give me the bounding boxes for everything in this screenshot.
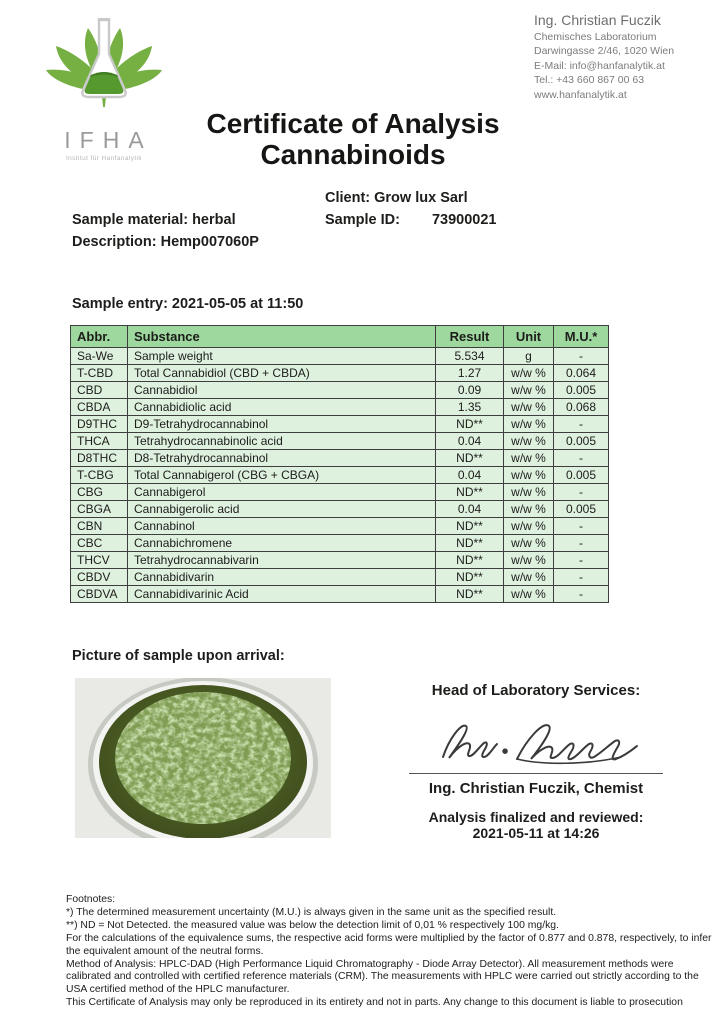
abbr-cell: CBGA bbox=[71, 501, 128, 518]
mu-cell: - bbox=[554, 552, 609, 569]
signature-heading: Head of Laboratory Services: bbox=[431, 682, 641, 699]
column-header: Abbr. bbox=[71, 326, 128, 348]
result-cell: ND** bbox=[436, 535, 504, 552]
mu-cell: - bbox=[554, 518, 609, 535]
unit-cell: w/w % bbox=[504, 518, 554, 535]
title-line1: Certificate of Analysis bbox=[206, 108, 500, 139]
table-row bbox=[71, 501, 609, 518]
mu-cell: 0.005 bbox=[554, 433, 609, 450]
substance-cell: Cannabidiol bbox=[128, 382, 436, 399]
abbr-cell: CBG bbox=[71, 484, 128, 501]
unit-cell: w/w % bbox=[504, 552, 554, 569]
contact-line: E-Mail: info@hanfanalytik.at bbox=[534, 59, 665, 72]
table-row bbox=[71, 484, 609, 501]
mu-cell: 0.064 bbox=[554, 365, 609, 382]
table-row bbox=[71, 569, 609, 586]
contact-line: Chemisches Laboratorium bbox=[534, 30, 657, 43]
sample-photo bbox=[75, 678, 331, 838]
contact-lines bbox=[534, 30, 716, 103]
signer-name: Ing. Christian Fuczik, Chemist bbox=[428, 780, 644, 797]
table-body bbox=[71, 348, 609, 603]
client-line: Client: Grow lux Sarl bbox=[325, 190, 468, 206]
abbr-cell: CBC bbox=[71, 535, 128, 552]
result-cell: 0.04 bbox=[436, 433, 504, 450]
unit-cell: w/w % bbox=[504, 535, 554, 552]
picture-label: Picture of sample upon arrival: bbox=[72, 648, 285, 664]
substance-cell: Cannabichromene bbox=[128, 535, 436, 552]
substance-cell: Total Cannabidiol (CBD + CBDA) bbox=[128, 365, 436, 382]
mu-cell: - bbox=[554, 535, 609, 552]
abbr-cell: THCA bbox=[71, 433, 128, 450]
sample-id-value: 73900021 bbox=[431, 212, 497, 228]
table-row bbox=[71, 433, 609, 450]
table-row bbox=[71, 552, 609, 569]
footnote-item: This Certificate of Analysis may only be reproduced in its entirety and not in parts. Any change to this document is liable to prosecution bbox=[66, 997, 683, 1009]
abbr-cell: D9THC bbox=[71, 416, 128, 433]
substance-cell: Total Cannabigerol (CBG + CBGA) bbox=[128, 467, 436, 484]
substance-cell: Cannabinol bbox=[128, 518, 436, 535]
substance-cell: Cannabigerol bbox=[128, 484, 436, 501]
footnote-item: Method of Analysis: HPLC-DAD (High Performance Liquid Chromatography - Diode Array Detector). All measurement methods were calibrated and controlled with certified reference materials (CRM). The measurements with HPLC were carried out strictly according to the USA certified method of the HPLC manufacturer. bbox=[66, 958, 699, 996]
table-row bbox=[71, 467, 609, 484]
abbr-cell: T-CBD bbox=[71, 365, 128, 382]
lab-contact-block bbox=[534, 13, 716, 102]
substance-cell: Tetrahydrocannabivarin bbox=[128, 552, 436, 569]
table-row bbox=[71, 450, 609, 467]
result-cell: ND** bbox=[436, 450, 504, 467]
column-header: Result bbox=[436, 326, 504, 348]
finalized-date: 2021-05-11 at 14:26 bbox=[472, 825, 600, 841]
mu-cell: - bbox=[554, 416, 609, 433]
logo-acronym: IFHA bbox=[64, 127, 153, 153]
unit-cell: w/w % bbox=[504, 399, 554, 416]
footnote-item: **) ND = Not Detected. the measured value was below the detection limit of 0,01 % respectively 100 mg/kg. bbox=[66, 919, 559, 931]
result-cell: 1.35 bbox=[436, 399, 504, 416]
sample-entry-line: Sample entry: 2021-05-05 at 11:50 bbox=[72, 296, 304, 312]
cannabis-leaf-flask-icon bbox=[41, 12, 167, 120]
substance-cell: Cannabigerolic acid bbox=[128, 501, 436, 518]
contact-name: Ing. Christian Fuczik bbox=[534, 12, 661, 28]
unit-cell: w/w % bbox=[504, 382, 554, 399]
mu-cell: 0.068 bbox=[554, 399, 609, 416]
result-cell: ND** bbox=[436, 518, 504, 535]
mu-cell: - bbox=[554, 569, 609, 586]
table-row bbox=[71, 399, 609, 416]
table-row bbox=[71, 518, 609, 535]
unit-cell: w/w % bbox=[504, 569, 554, 586]
mu-cell: 0.005 bbox=[554, 467, 609, 484]
substance-cell: Sample weight bbox=[128, 348, 436, 365]
footnotes-label: Footnotes: bbox=[66, 894, 116, 905]
substance-cell: D8-Tetrahydrocannabinol bbox=[128, 450, 436, 467]
table-row bbox=[71, 382, 609, 399]
abbr-cell: Sa-We bbox=[71, 348, 128, 365]
table-header-row bbox=[71, 326, 609, 348]
logo-subtitle: Institut für Hanfanalytik bbox=[65, 155, 143, 162]
unit-cell: w/w % bbox=[504, 416, 554, 433]
contact-line: Tel.: +43 660 867 00 63 bbox=[534, 74, 645, 86]
mu-cell: - bbox=[554, 586, 609, 603]
unit-cell: w/w % bbox=[504, 586, 554, 603]
column-header: M.U.* bbox=[554, 326, 609, 348]
result-cell: 0.04 bbox=[436, 467, 504, 484]
footnote-item: For the calculations of the equivalence sums, the respective acid forms were multiplied by the factor of 0.877 and 0.878, respectively, to infer the equivalent amount of the neutral forms. bbox=[66, 932, 712, 957]
result-cell: ND** bbox=[436, 484, 504, 501]
abbr-cell: CBN bbox=[71, 518, 128, 535]
abbr-cell: CBDV bbox=[71, 569, 128, 586]
unit-cell: w/w % bbox=[504, 433, 554, 450]
result-cell: ND** bbox=[436, 586, 504, 603]
substance-cell: Tetrahydrocannabinolic acid bbox=[128, 433, 436, 450]
table-row bbox=[71, 416, 609, 433]
unit-cell: g bbox=[504, 348, 554, 365]
table-row bbox=[71, 348, 609, 365]
abbr-cell: CBD bbox=[71, 382, 128, 399]
unit-cell: w/w % bbox=[504, 365, 554, 382]
unit-cell: w/w % bbox=[504, 467, 554, 484]
mu-cell: 0.005 bbox=[554, 501, 609, 518]
result-cell: ND** bbox=[436, 552, 504, 569]
abbr-cell: D8THC bbox=[71, 450, 128, 467]
abbr-cell: THCV bbox=[71, 552, 128, 569]
column-header: Unit bbox=[504, 326, 554, 348]
footnotes bbox=[66, 894, 718, 1010]
column-header: Substance bbox=[128, 326, 436, 348]
footnote-item: *) The determined measurement uncertainty (M.U.) is always given in the same unit as the specified result. bbox=[66, 906, 557, 918]
contact-line: Darwingasse 2/46, 1020 Wien bbox=[534, 45, 675, 57]
substance-cell: Cannabidivarinic Acid bbox=[128, 586, 436, 603]
table-row bbox=[71, 586, 609, 603]
sample-id-line bbox=[325, 212, 496, 228]
abbr-cell: T-CBG bbox=[71, 467, 128, 484]
signature-icon bbox=[421, 713, 651, 771]
result-cell: 1.27 bbox=[436, 365, 504, 382]
contact-line: www.hanfanalytik.at bbox=[534, 88, 627, 101]
abbr-cell: CBDA bbox=[71, 399, 128, 416]
signature-block bbox=[385, 682, 687, 841]
abbr-cell: CBDVA bbox=[71, 586, 128, 603]
mu-cell: - bbox=[554, 348, 609, 365]
results-table bbox=[70, 325, 609, 603]
unit-cell: w/w % bbox=[504, 450, 554, 467]
result-cell: 0.04 bbox=[436, 501, 504, 518]
result-cell: 0.09 bbox=[436, 382, 504, 399]
mu-cell: - bbox=[554, 450, 609, 467]
substance-cell: Cannabidivarin bbox=[128, 569, 436, 586]
sample-material-line: Sample material: herbal bbox=[72, 212, 236, 228]
mu-cell: 0.005 bbox=[554, 382, 609, 399]
unit-cell: w/w % bbox=[504, 501, 554, 518]
result-cell: ND** bbox=[436, 416, 504, 433]
unit-cell: w/w % bbox=[504, 484, 554, 501]
footnote-items bbox=[66, 907, 718, 1010]
page-title bbox=[0, 108, 706, 170]
substance-cell: D9-Tetrahydrocannabinol bbox=[128, 416, 436, 433]
sample-id-label: Sample ID: bbox=[325, 212, 400, 228]
mu-cell: - bbox=[554, 484, 609, 501]
table-row bbox=[71, 535, 609, 552]
substance-cell: Cannabidiolic acid bbox=[128, 399, 436, 416]
table-row bbox=[71, 365, 609, 382]
title-line2: Cannabinoids bbox=[260, 139, 446, 170]
result-cell: ND** bbox=[436, 569, 504, 586]
signature-line bbox=[409, 773, 663, 774]
result-cell: 5.534 bbox=[436, 348, 504, 365]
sample-description-line: Description: Hemp007060P bbox=[72, 234, 259, 250]
finalized-label: Analysis finalized and reviewed: bbox=[428, 809, 644, 825]
